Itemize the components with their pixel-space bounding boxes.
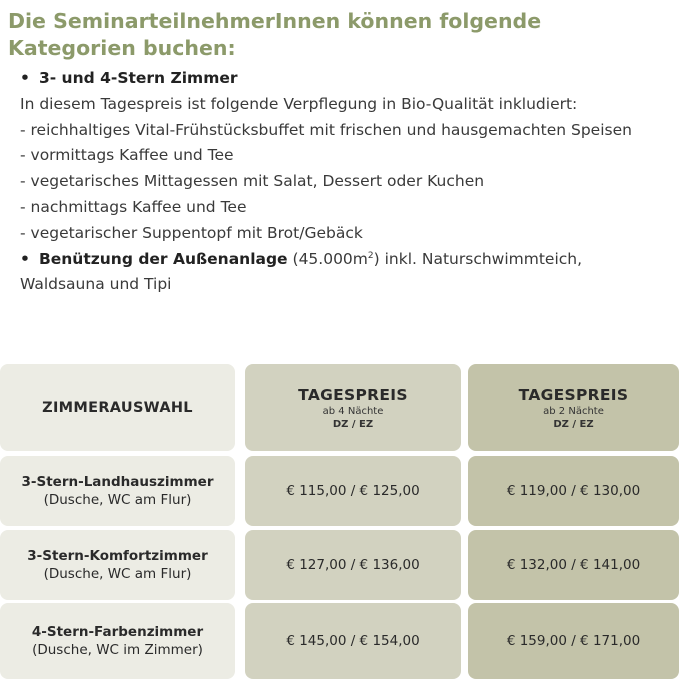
price-cell (245, 456, 461, 526)
room-name: 3-Stern-Landhauszimmer (21, 474, 214, 490)
table-row-label (0, 603, 235, 679)
meal-intro: In diesem Tagespreis ist folgende Verpflegung in Bio-Qualität inkludiert: (20, 94, 578, 113)
meal-item: - vegetarischer Suppentopf mit Brot/Gebäck (20, 223, 363, 242)
price-2-nights: € 159,00 / € 171,00 (506, 633, 641, 649)
page-heading (8, 8, 648, 62)
outdoor-area: $(45.000m^2)$ inkl. Naturschwimmteich, (292, 249, 583, 268)
room-note: (Dusche, WC am Flur) (43, 492, 192, 508)
column-subtitle: ab 4 Nächte (322, 405, 384, 417)
room-name: 4-Stern-Farbenzimmer (31, 624, 204, 640)
rooms-title: 3- und 4-Stern Zimmer (38, 69, 238, 87)
outdoor-line-2: Waldsauna und Tipi (20, 275, 172, 294)
price-2-nights: € 132,00 / € 141,00 (506, 557, 641, 573)
outdoor-title: Benützung der Außenanlage (38, 249, 288, 268)
header-label: ZIMMERAUSWAHL (42, 399, 193, 416)
header-price-2-nights (468, 364, 679, 451)
category-description (20, 66, 680, 298)
price-4-nights: € 127,00 / € 136,00 (286, 557, 420, 573)
room-note: (Dusche, WC am Flur) (43, 566, 192, 582)
heading-line-2: Kategorien buchen: (8, 36, 236, 60)
column-room-type: DZ / EZ (332, 418, 374, 430)
price-4-nights: € 145,00 / € 154,00 (286, 633, 420, 649)
table-row-label (0, 456, 235, 526)
price-4-nights: € 115,00 / € 125,00 (286, 483, 420, 499)
price-cell (468, 456, 679, 526)
column-room-type: DZ / EZ (553, 418, 594, 430)
column-title: TAGESPREIS (298, 385, 408, 404)
header-price-4-nights (245, 364, 461, 451)
table-row-label (0, 530, 235, 600)
bullet-icon: • (20, 249, 30, 268)
bullet-icon: • (20, 69, 30, 87)
column-title: TAGESPREIS (518, 385, 629, 404)
room-note: (Dusche, WC im Zimmer) (32, 642, 203, 658)
price-cell (245, 603, 461, 679)
price-cell (245, 530, 461, 600)
bullet-rooms (20, 66, 680, 92)
price-cell (468, 603, 679, 679)
price-cell (468, 530, 679, 600)
room-name: 3-Stern-Komfortzimmer (27, 548, 208, 564)
price-table (0, 363, 681, 685)
heading-line-1: Die SeminarteilnehmerInnen können folgende (8, 9, 542, 33)
header-room-selection (0, 364, 235, 451)
column-subtitle: ab 2 Nächte (543, 405, 604, 417)
meal-item: - vormittags Kaffee und Tee (20, 146, 234, 165)
bullet-outdoor (20, 247, 680, 273)
meal-item: - vegetarisches Mittagessen mit Salat, Dessert oder Kuchen (20, 172, 485, 191)
meal-item: - nachmittags Kaffee und Tee (20, 197, 247, 216)
meal-item: - reichhaltiges Vital-Frühstücksbuffet mit frischen und hausgemachten Speisen (20, 120, 632, 139)
price-2-nights: € 119,00 / € 130,00 (506, 483, 641, 499)
